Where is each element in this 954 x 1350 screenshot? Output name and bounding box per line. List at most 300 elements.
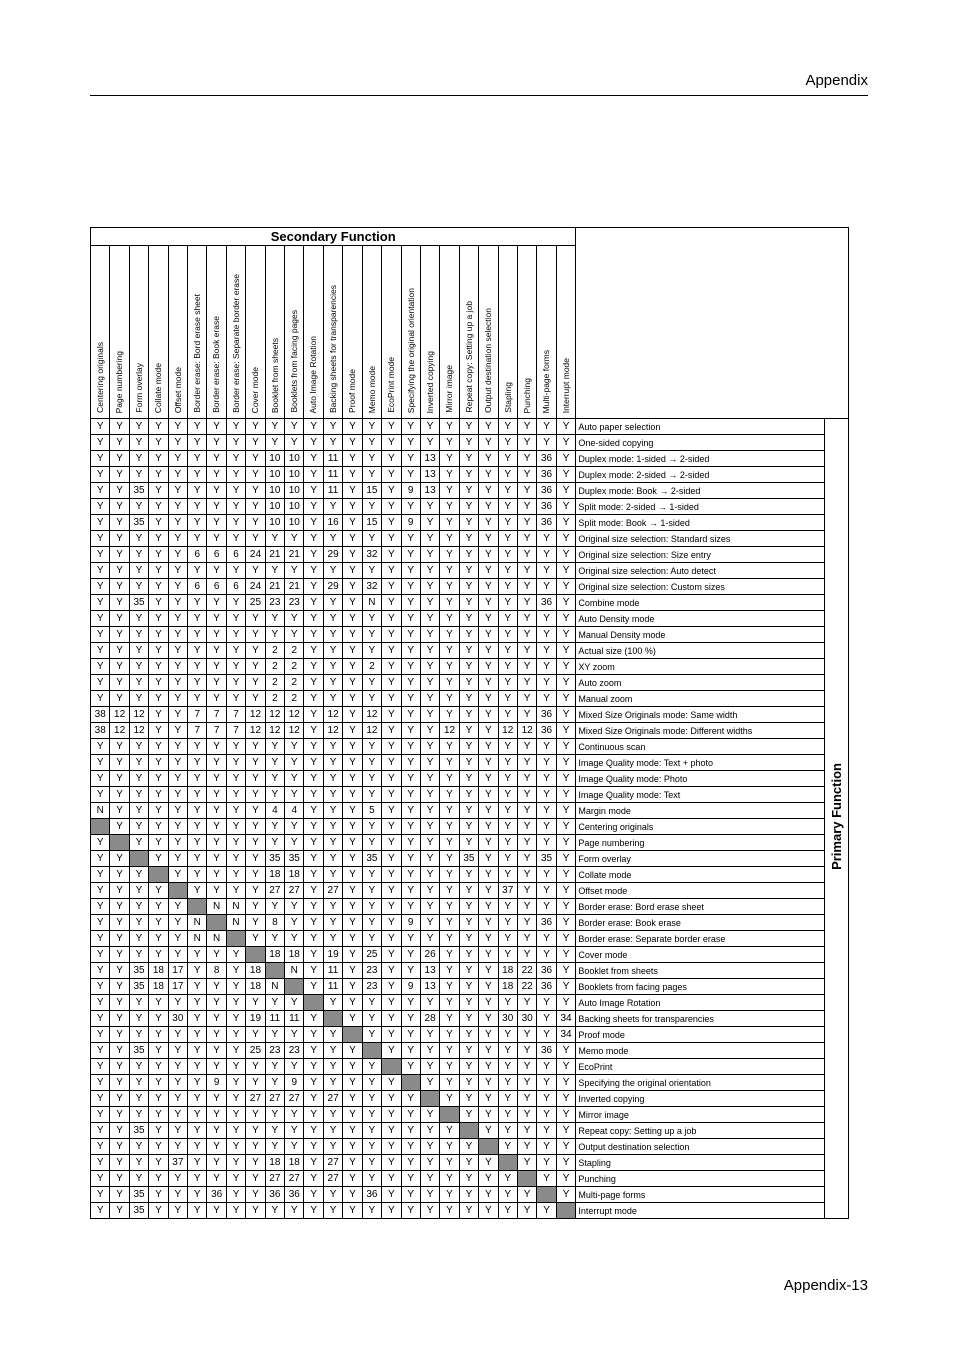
- column-header: [537, 246, 556, 419]
- table-cell: Y: [556, 467, 576, 483]
- table-cell: Y: [323, 1139, 342, 1155]
- table-cell: 10: [265, 467, 284, 483]
- table-row: [91, 563, 849, 579]
- table-cell: Y: [129, 691, 148, 707]
- table-cell: 9: [401, 915, 420, 931]
- row-label: Backing sheets for transparencies: [576, 1011, 824, 1027]
- row-label: Split mode: Book → 1-sided: [576, 515, 824, 531]
- table-cell: Y: [556, 1187, 576, 1203]
- table-cell: Y: [401, 467, 420, 483]
- table-cell: N: [207, 899, 226, 915]
- table-cell: Y: [556, 851, 576, 867]
- table-cell: Y: [498, 531, 517, 547]
- table-cell: Y: [188, 835, 207, 851]
- table-cell: Y: [265, 835, 284, 851]
- table-cell: Y: [459, 707, 478, 723]
- table-cell: Y: [498, 1075, 517, 1091]
- table-cell: Y: [537, 1123, 556, 1139]
- table-row: [91, 851, 849, 867]
- table-row: [91, 835, 849, 851]
- table-cell: Y: [479, 1155, 498, 1171]
- table-cell: Y: [440, 611, 459, 627]
- table-cell: Y: [479, 531, 498, 547]
- table-cell: Y: [129, 1091, 148, 1107]
- row-label: Duplex mode: 1-sided → 2-sided: [576, 451, 824, 467]
- table-cell: Y: [226, 867, 245, 883]
- table-cell: Y: [401, 579, 420, 595]
- table-cell: Y: [304, 707, 323, 723]
- table-row: [91, 883, 849, 899]
- table-cell: Y: [382, 451, 401, 467]
- table-cell: 2: [362, 659, 381, 675]
- table-cell: 10: [285, 515, 304, 531]
- table-cell: Y: [556, 1139, 576, 1155]
- table-cell: Y: [226, 995, 245, 1011]
- column-header: [265, 246, 284, 419]
- table-cell: Y: [129, 915, 148, 931]
- table-cell: Y: [459, 675, 478, 691]
- table-cell: 18: [265, 947, 284, 963]
- table-cell: Y: [246, 1107, 265, 1123]
- table-cell: 6: [207, 547, 226, 563]
- table-cell: Y: [207, 1155, 226, 1171]
- table-cell: 22: [517, 979, 536, 995]
- row-label: Multi-page forms: [576, 1187, 824, 1203]
- table-cell: Y: [343, 1123, 362, 1139]
- table-cell: 10: [285, 467, 304, 483]
- table-cell: Y: [517, 819, 536, 835]
- column-header: [168, 246, 187, 419]
- table-cell: Y: [188, 1011, 207, 1027]
- table-cell: Y: [420, 515, 439, 531]
- table-cell: Y: [110, 851, 129, 867]
- table-cell: Y: [110, 451, 129, 467]
- table-row: [91, 931, 849, 947]
- table-cell: Y: [343, 579, 362, 595]
- shaded-cell: [207, 915, 226, 931]
- table-cell: Y: [91, 483, 110, 499]
- table-cell: Y: [382, 1075, 401, 1091]
- table-cell: Y: [459, 819, 478, 835]
- table-cell: 27: [323, 1155, 342, 1171]
- row-label: Centering originals: [576, 819, 824, 835]
- table-cell: Y: [91, 1059, 110, 1075]
- table-cell: 17: [168, 979, 187, 995]
- table-cell: Y: [556, 419, 576, 435]
- table-cell: Y: [168, 579, 187, 595]
- table-cell: Y: [246, 515, 265, 531]
- table-cell: Y: [537, 1171, 556, 1187]
- table-cell: Y: [207, 739, 226, 755]
- table-cell: Y: [168, 1075, 187, 1091]
- table-row: [91, 771, 849, 787]
- table-cell: Y: [304, 1171, 323, 1187]
- table-cell: Y: [304, 1139, 323, 1155]
- table-cell: 25: [246, 595, 265, 611]
- table-cell: Y: [498, 771, 517, 787]
- table-cell: Y: [285, 915, 304, 931]
- table-cell: Y: [226, 1059, 245, 1075]
- table-cell: Y: [323, 851, 342, 867]
- table-cell: Y: [401, 723, 420, 739]
- table-cell: Y: [149, 1075, 168, 1091]
- table-cell: Y: [110, 883, 129, 899]
- table-cell: Y: [556, 931, 576, 947]
- table-cell: Y: [110, 771, 129, 787]
- table-cell: Y: [517, 787, 536, 803]
- table-cell: Y: [498, 819, 517, 835]
- table-cell: Y: [149, 1155, 168, 1171]
- shaded-cell: [479, 1139, 498, 1155]
- table-cell: 30: [517, 1011, 536, 1027]
- table-cell: Y: [149, 1059, 168, 1075]
- table-cell: Y: [91, 515, 110, 531]
- table-cell: Y: [459, 1027, 478, 1043]
- table-cell: Y: [440, 1187, 459, 1203]
- table-cell: Y: [440, 1139, 459, 1155]
- table-cell: Y: [207, 1139, 226, 1155]
- table-cell: 18: [246, 979, 265, 995]
- table-cell: Y: [517, 515, 536, 531]
- table-cell: Y: [362, 899, 381, 915]
- table-cell: Y: [401, 1139, 420, 1155]
- table-cell: Y: [149, 899, 168, 915]
- table-cell: Y: [304, 547, 323, 563]
- table-cell: Y: [323, 563, 342, 579]
- table-cell: 4: [265, 803, 284, 819]
- table-cell: N: [188, 931, 207, 947]
- table-cell: Y: [440, 451, 459, 467]
- column-header-label: Booklet from sheets: [269, 337, 280, 413]
- row-label: Auto paper selection: [576, 419, 824, 435]
- table-cell: Y: [362, 995, 381, 1011]
- table-cell: Y: [517, 1203, 536, 1219]
- table-cell: Y: [265, 627, 284, 643]
- table-cell: Y: [265, 1123, 284, 1139]
- table-cell: Y: [168, 547, 187, 563]
- table-cell: Y: [556, 915, 576, 931]
- table-cell: Y: [91, 467, 110, 483]
- table-cell: Y: [168, 723, 187, 739]
- column-header-label: Form overlay: [133, 363, 144, 413]
- table-cell: Y: [401, 835, 420, 851]
- table-cell: Y: [479, 755, 498, 771]
- table-cell: Y: [479, 563, 498, 579]
- table-cell: Y: [168, 419, 187, 435]
- table-row: [91, 435, 849, 451]
- table-cell: Y: [285, 435, 304, 451]
- column-header-label: Interrupt mode: [560, 357, 571, 413]
- table-cell: Y: [226, 739, 245, 755]
- table-cell: Y: [440, 1027, 459, 1043]
- table-cell: 36: [265, 1187, 284, 1203]
- table-cell: Y: [149, 467, 168, 483]
- table-cell: Y: [207, 787, 226, 803]
- shaded-cell: [401, 1075, 420, 1091]
- table-cell: Y: [323, 915, 342, 931]
- table-cell: Y: [479, 819, 498, 835]
- table-cell: Y: [188, 755, 207, 771]
- table-cell: Y: [440, 627, 459, 643]
- column-header: [440, 246, 459, 419]
- table-cell: Y: [129, 771, 148, 787]
- table-cell: Y: [168, 1139, 187, 1155]
- table-cell: Y: [323, 643, 342, 659]
- table-cell: Y: [498, 435, 517, 451]
- table-row: [91, 707, 849, 723]
- table-cell: Y: [440, 739, 459, 755]
- table-cell: Y: [401, 1203, 420, 1219]
- table-cell: Y: [401, 531, 420, 547]
- table-cell: Y: [401, 739, 420, 755]
- table-cell: Y: [420, 787, 439, 803]
- table-cell: 7: [226, 723, 245, 739]
- table-cell: Y: [459, 1139, 478, 1155]
- table-cell: Y: [188, 819, 207, 835]
- table-cell: Y: [362, 1203, 381, 1219]
- table-cell: Y: [479, 739, 498, 755]
- table-cell: Y: [343, 1171, 362, 1187]
- table-cell: 35: [537, 851, 556, 867]
- table-cell: 36: [537, 499, 556, 515]
- table-cell: Y: [537, 675, 556, 691]
- table-cell: 34: [556, 1027, 576, 1043]
- table-cell: Y: [440, 963, 459, 979]
- table-cell: Y: [246, 1059, 265, 1075]
- table-cell: Y: [517, 803, 536, 819]
- table-cell: Y: [226, 835, 245, 851]
- table-cell: Y: [149, 1187, 168, 1203]
- table-cell: Y: [304, 723, 323, 739]
- table-cell: 6: [207, 579, 226, 595]
- table-cell: Y: [265, 1139, 284, 1155]
- table-cell: Y: [459, 915, 478, 931]
- table-cell: Y: [401, 611, 420, 627]
- table-cell: Y: [91, 675, 110, 691]
- table-cell: Y: [401, 499, 420, 515]
- table-cell: Y: [498, 595, 517, 611]
- table-cell: Y: [226, 1011, 245, 1027]
- table-cell: N: [207, 931, 226, 947]
- table-cell: Y: [537, 899, 556, 915]
- table-cell: Y: [168, 451, 187, 467]
- table-cell: Y: [382, 819, 401, 835]
- table-cell: Y: [459, 499, 478, 515]
- table-cell: 7: [188, 707, 207, 723]
- table-cell: 35: [129, 1123, 148, 1139]
- table-cell: Y: [556, 867, 576, 883]
- table-cell: 35: [129, 1187, 148, 1203]
- table-cell: Y: [440, 819, 459, 835]
- table-cell: 12: [129, 723, 148, 739]
- table-cell: Y: [343, 771, 362, 787]
- row-label: Original size selection: Standard sizes: [576, 531, 824, 547]
- table-row: [91, 867, 849, 883]
- table-cell: Y: [537, 531, 556, 547]
- table-cell: 36: [537, 483, 556, 499]
- table-cell: Y: [91, 627, 110, 643]
- table-cell: Y: [304, 1091, 323, 1107]
- table-cell: Y: [265, 531, 284, 547]
- table-cell: Y: [207, 675, 226, 691]
- table-cell: Y: [110, 483, 129, 499]
- table-cell: 35: [265, 851, 284, 867]
- table-cell: Y: [420, 499, 439, 515]
- table-cell: 12: [246, 707, 265, 723]
- table-row: [91, 947, 849, 963]
- table-cell: Y: [440, 867, 459, 883]
- row-label: Image Quality mode: Photo: [576, 771, 824, 787]
- table-cell: Y: [440, 467, 459, 483]
- table-cell: Y: [362, 787, 381, 803]
- table-cell: Y: [343, 1075, 362, 1091]
- table-cell: Y: [226, 499, 245, 515]
- table-cell: Y: [343, 467, 362, 483]
- shaded-cell: [323, 1011, 342, 1027]
- table-cell: 12: [498, 723, 517, 739]
- table-cell: Y: [401, 1091, 420, 1107]
- table-cell: Y: [401, 883, 420, 899]
- table-cell: Y: [207, 611, 226, 627]
- table-cell: Y: [556, 963, 576, 979]
- table-cell: 21: [285, 547, 304, 563]
- table-cell: Y: [91, 611, 110, 627]
- table-cell: Y: [91, 1155, 110, 1171]
- table-cell: Y: [382, 643, 401, 659]
- table-cell: Y: [420, 1107, 439, 1123]
- table-cell: 11: [323, 451, 342, 467]
- row-label: Border erase: Book erase: [576, 915, 824, 931]
- table-cell: Y: [459, 1187, 478, 1203]
- table-cell: Y: [401, 787, 420, 803]
- table-cell: Y: [498, 1139, 517, 1155]
- table-cell: Y: [265, 1059, 284, 1075]
- table-cell: Y: [188, 675, 207, 691]
- table-cell: Y: [207, 435, 226, 451]
- row-label: Booklet from sheets: [576, 963, 824, 979]
- table-cell: Y: [382, 1171, 401, 1187]
- table-cell: 21: [265, 579, 284, 595]
- table-cell: Y: [226, 691, 245, 707]
- table-row: [91, 499, 849, 515]
- table-cell: Y: [110, 739, 129, 755]
- table-cell: Y: [382, 835, 401, 851]
- table-cell: Y: [207, 771, 226, 787]
- column-header: [110, 246, 129, 419]
- table-cell: Y: [304, 1075, 323, 1091]
- table-cell: Y: [304, 659, 323, 675]
- table-cell: Y: [110, 1091, 129, 1107]
- table-cell: Y: [129, 627, 148, 643]
- table-cell: Y: [304, 467, 323, 483]
- table-cell: Y: [459, 1203, 478, 1219]
- table-cell: Y: [459, 467, 478, 483]
- table-cell: Y: [168, 627, 187, 643]
- table-cell: Y: [401, 931, 420, 947]
- table-cell: Y: [459, 883, 478, 899]
- table-cell: Y: [149, 915, 168, 931]
- table-cell: 25: [362, 947, 381, 963]
- table-cell: Y: [168, 483, 187, 499]
- table-cell: Y: [110, 419, 129, 435]
- table-cell: Y: [420, 867, 439, 883]
- shaded-cell: [304, 995, 323, 1011]
- table-cell: Y: [498, 915, 517, 931]
- table-cell: Y: [382, 675, 401, 691]
- table-cell: Y: [129, 835, 148, 851]
- table-cell: Y: [207, 659, 226, 675]
- table-cell: Y: [246, 627, 265, 643]
- table-cell: Y: [304, 1043, 323, 1059]
- table-cell: Y: [168, 915, 187, 931]
- table-cell: Y: [362, 1075, 381, 1091]
- table-row: [91, 419, 849, 435]
- table-cell: Y: [129, 1027, 148, 1043]
- table-cell: Y: [498, 787, 517, 803]
- table-cell: Y: [420, 691, 439, 707]
- table-cell: Y: [188, 1107, 207, 1123]
- table-cell: Y: [420, 1075, 439, 1091]
- table-cell: Y: [362, 1107, 381, 1123]
- table-cell: Y: [188, 515, 207, 531]
- table-cell: Y: [323, 1043, 342, 1059]
- row-label: XY zoom: [576, 659, 824, 675]
- table-cell: Y: [246, 499, 265, 515]
- column-header: [207, 246, 226, 419]
- table-cell: 11: [285, 1011, 304, 1027]
- table-cell: Y: [304, 963, 323, 979]
- table-cell: Y: [91, 1075, 110, 1091]
- table-cell: Y: [246, 1027, 265, 1043]
- table-cell: Y: [110, 947, 129, 963]
- table-cell: Y: [498, 611, 517, 627]
- table-cell: Y: [382, 963, 401, 979]
- table-cell: Y: [382, 947, 401, 963]
- table-cell: Y: [459, 531, 478, 547]
- table-cell: 12: [362, 723, 381, 739]
- column-header: [246, 246, 265, 419]
- table-body: [91, 419, 849, 1219]
- row-label: Proof mode: [576, 1027, 824, 1043]
- table-cell: Y: [479, 1027, 498, 1043]
- table-cell: 18: [285, 947, 304, 963]
- table-cell: Y: [498, 1059, 517, 1075]
- table-cell: Y: [459, 899, 478, 915]
- table-cell: Y: [91, 771, 110, 787]
- table-cell: Y: [323, 499, 342, 515]
- table-row: [91, 1171, 849, 1187]
- table-cell: Y: [110, 803, 129, 819]
- row-label: Collate mode: [576, 867, 824, 883]
- table-cell: 24: [246, 547, 265, 563]
- table-cell: Y: [459, 627, 478, 643]
- table-cell: 23: [285, 1043, 304, 1059]
- table-cell: Y: [459, 1171, 478, 1187]
- table-cell: Y: [168, 1187, 187, 1203]
- table-cell: Y: [168, 1059, 187, 1075]
- table-cell: Y: [362, 915, 381, 931]
- table-cell: Y: [440, 1075, 459, 1091]
- table-cell: 13: [420, 467, 439, 483]
- table-cell: 27: [265, 1171, 284, 1187]
- table-cell: Y: [226, 531, 245, 547]
- table-cell: Y: [129, 995, 148, 1011]
- table-cell: Y: [440, 1091, 459, 1107]
- shaded-cell: [440, 1107, 459, 1123]
- table-cell: Y: [91, 691, 110, 707]
- table-cell: Y: [479, 1043, 498, 1059]
- table-cell: Y: [207, 803, 226, 819]
